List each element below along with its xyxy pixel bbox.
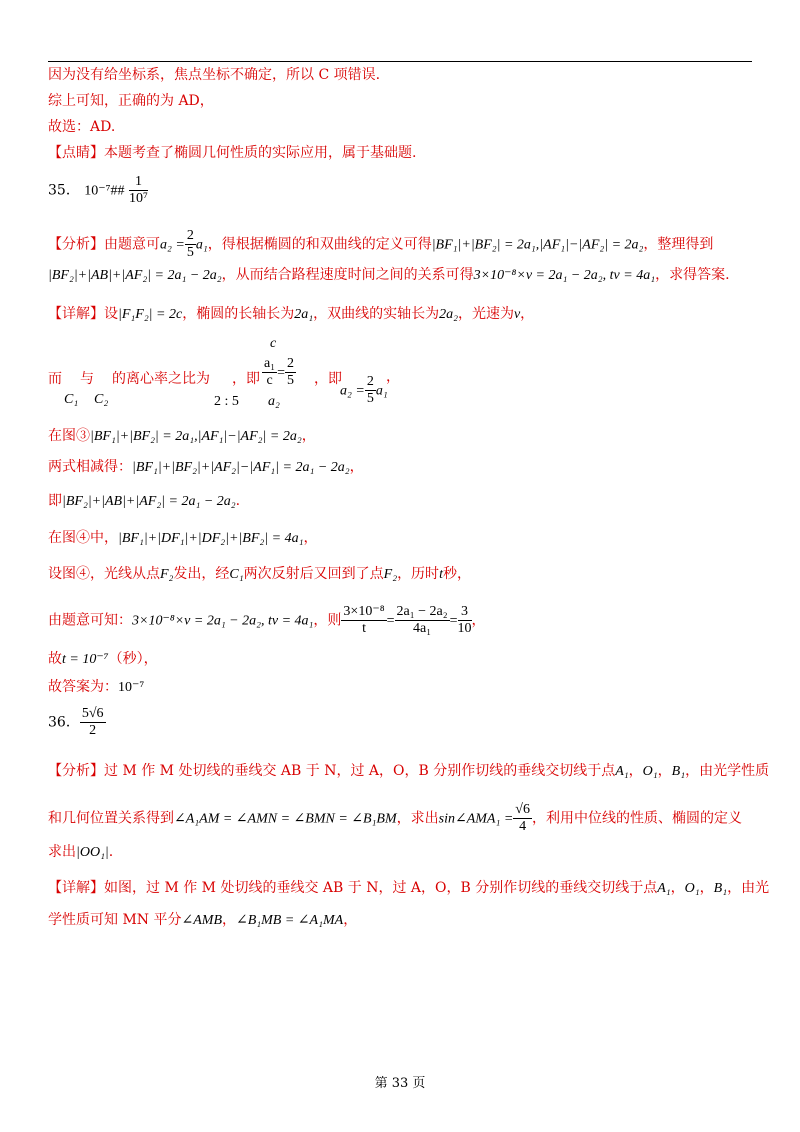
text-fragment: 的离心率之比为 — [112, 371, 210, 387]
analysis-line: 【分析】过 M 作 M 处切线的垂线交 AB 于 N，过 A，O，B 分别作切线的垂线交切线于点A₁，O₁，B₁，由光学性质 — [48, 763, 770, 779]
math-c: c — [270, 336, 277, 351]
q35-answer-line: 35． 10⁻⁷## $\frac{1}{\text{10⁷}}$ — [48, 174, 148, 206]
text-fragment: ， — [386, 369, 400, 385]
detail-line: 在图④中，|BF₁|+|DF₁|+|DF₂|+|BF₂| = 4a₁， — [48, 530, 318, 546]
detail-line: 学性质可知 MN 平分∠AMB，∠B₁MB = ∠A₁MA， — [48, 912, 358, 928]
q36-answer-line: 36． $\frac{5√6}{2}$ — [48, 706, 104, 738]
text-line: 故选：AD. — [48, 119, 116, 135]
text-fragment: 与 — [80, 371, 94, 387]
detail-line: 设图④，光线从点F₂发出，经C₁两次反射后又回到了点F₂，历时t秒， — [48, 566, 471, 582]
text-line: 综上可知，正确的为 AD， — [48, 93, 214, 109]
fraction: $\frac{2}{5}$ — [186, 228, 194, 260]
analysis-line: 和几何位置关系得到∠A₁AM = ∠AMN = ∠BMN = ∠B₁BM，求出sin∠AMA₁ = $\frac{√6}{4}$ ，利用中位线的性质、椭圆的定义 — [48, 802, 742, 834]
math-expression: a₂ = $\frac{2}{5}$ a₁ — [340, 374, 388, 406]
detail-line: 在图③|BF₁|+|BF₂| = 2a₁,|AF₁|−|AF₂| = 2a₂， — [48, 428, 316, 444]
analysis-line: 【分析】由题意可a₂ = $\frac{2}{5}$ a₁，得根据椭圆的和双曲线的定义可得|BF₁|+|BF₂| = 2a₁,|AF₁|−|AF₂| = 2a₂，整理得到 — [48, 228, 714, 260]
header-rule — [48, 61, 752, 62]
math-C2: C₂ — [94, 392, 109, 407]
fraction: $\frac{5√6}{2}$ — [81, 706, 104, 738]
detail-line: 故t = 10⁻⁷（秒）， — [48, 651, 158, 667]
text-fragment: 而 — [48, 371, 62, 387]
detail-line: 【详解】设|F₁F₂| = 2c，椭圆的长轴长为2a₁，双曲线的实轴长为2a₂，光速为v， — [48, 306, 535, 322]
fraction: $\frac{1}{\text{10⁷}}$ — [129, 174, 148, 206]
analysis-line: |BF₂|+|AB|+|AF₂| = 2a₁ − 2a₂，从而结合路程速度时间之间的关系可得3×10⁻⁸×v = 2a₁ − 2a₂, tv = 4a₁，求得答案. — [48, 267, 730, 283]
fraction: $\frac{\text{a₁}}{c}$ = $\frac{2}{5}$ — [264, 356, 295, 388]
detail-line: 两式相减得：|BF₁|+|BF₂|+|AF₂|−|AF₁| = 2a₁ − 2a₂， — [48, 459, 364, 475]
detail-line: 即|BF₂|+|AB|+|AF₂| = 2a₁ − 2a₂. — [48, 493, 241, 509]
math-ratio: 2 : 5 — [214, 394, 239, 409]
detail-line: 故答案为：10⁻⁷ — [48, 679, 145, 695]
page-number: 第 33 页 — [374, 1076, 426, 1091]
text-line: 因为没有给坐标系，焦点坐标不确定，所以 C 项错误. — [48, 67, 381, 83]
math-C1: C₁ — [64, 392, 79, 407]
detail-line: 由题意可知：3×10⁻⁸×v = 2a₁ − 2a₂, tv = 4a₁，则 $\frac{\text{3×10⁻⁸}}{t}$ = $\frac{\text{2a₁ − 2a₂}}{\text{4a₁}}$ = $\frac{3}{10}$ ， — [48, 604, 486, 636]
math-a2: a₂ — [268, 394, 280, 409]
text-line: 【点睛】本题考查了椭圆几何性质的实际应用，属于基础题. — [48, 145, 417, 161]
detail-line: 【详解】如图，过 M 作 M 处切线的垂线交 AB 于 N，过 A，O，B 分别作切线的垂线交切线于点A₁，O₁，B₁，由光 — [48, 880, 770, 896]
text-fragment: ，即 — [232, 371, 260, 387]
analysis-line: 求出|OO₁|. — [48, 844, 114, 860]
text-fragment: ，即 — [314, 371, 342, 387]
